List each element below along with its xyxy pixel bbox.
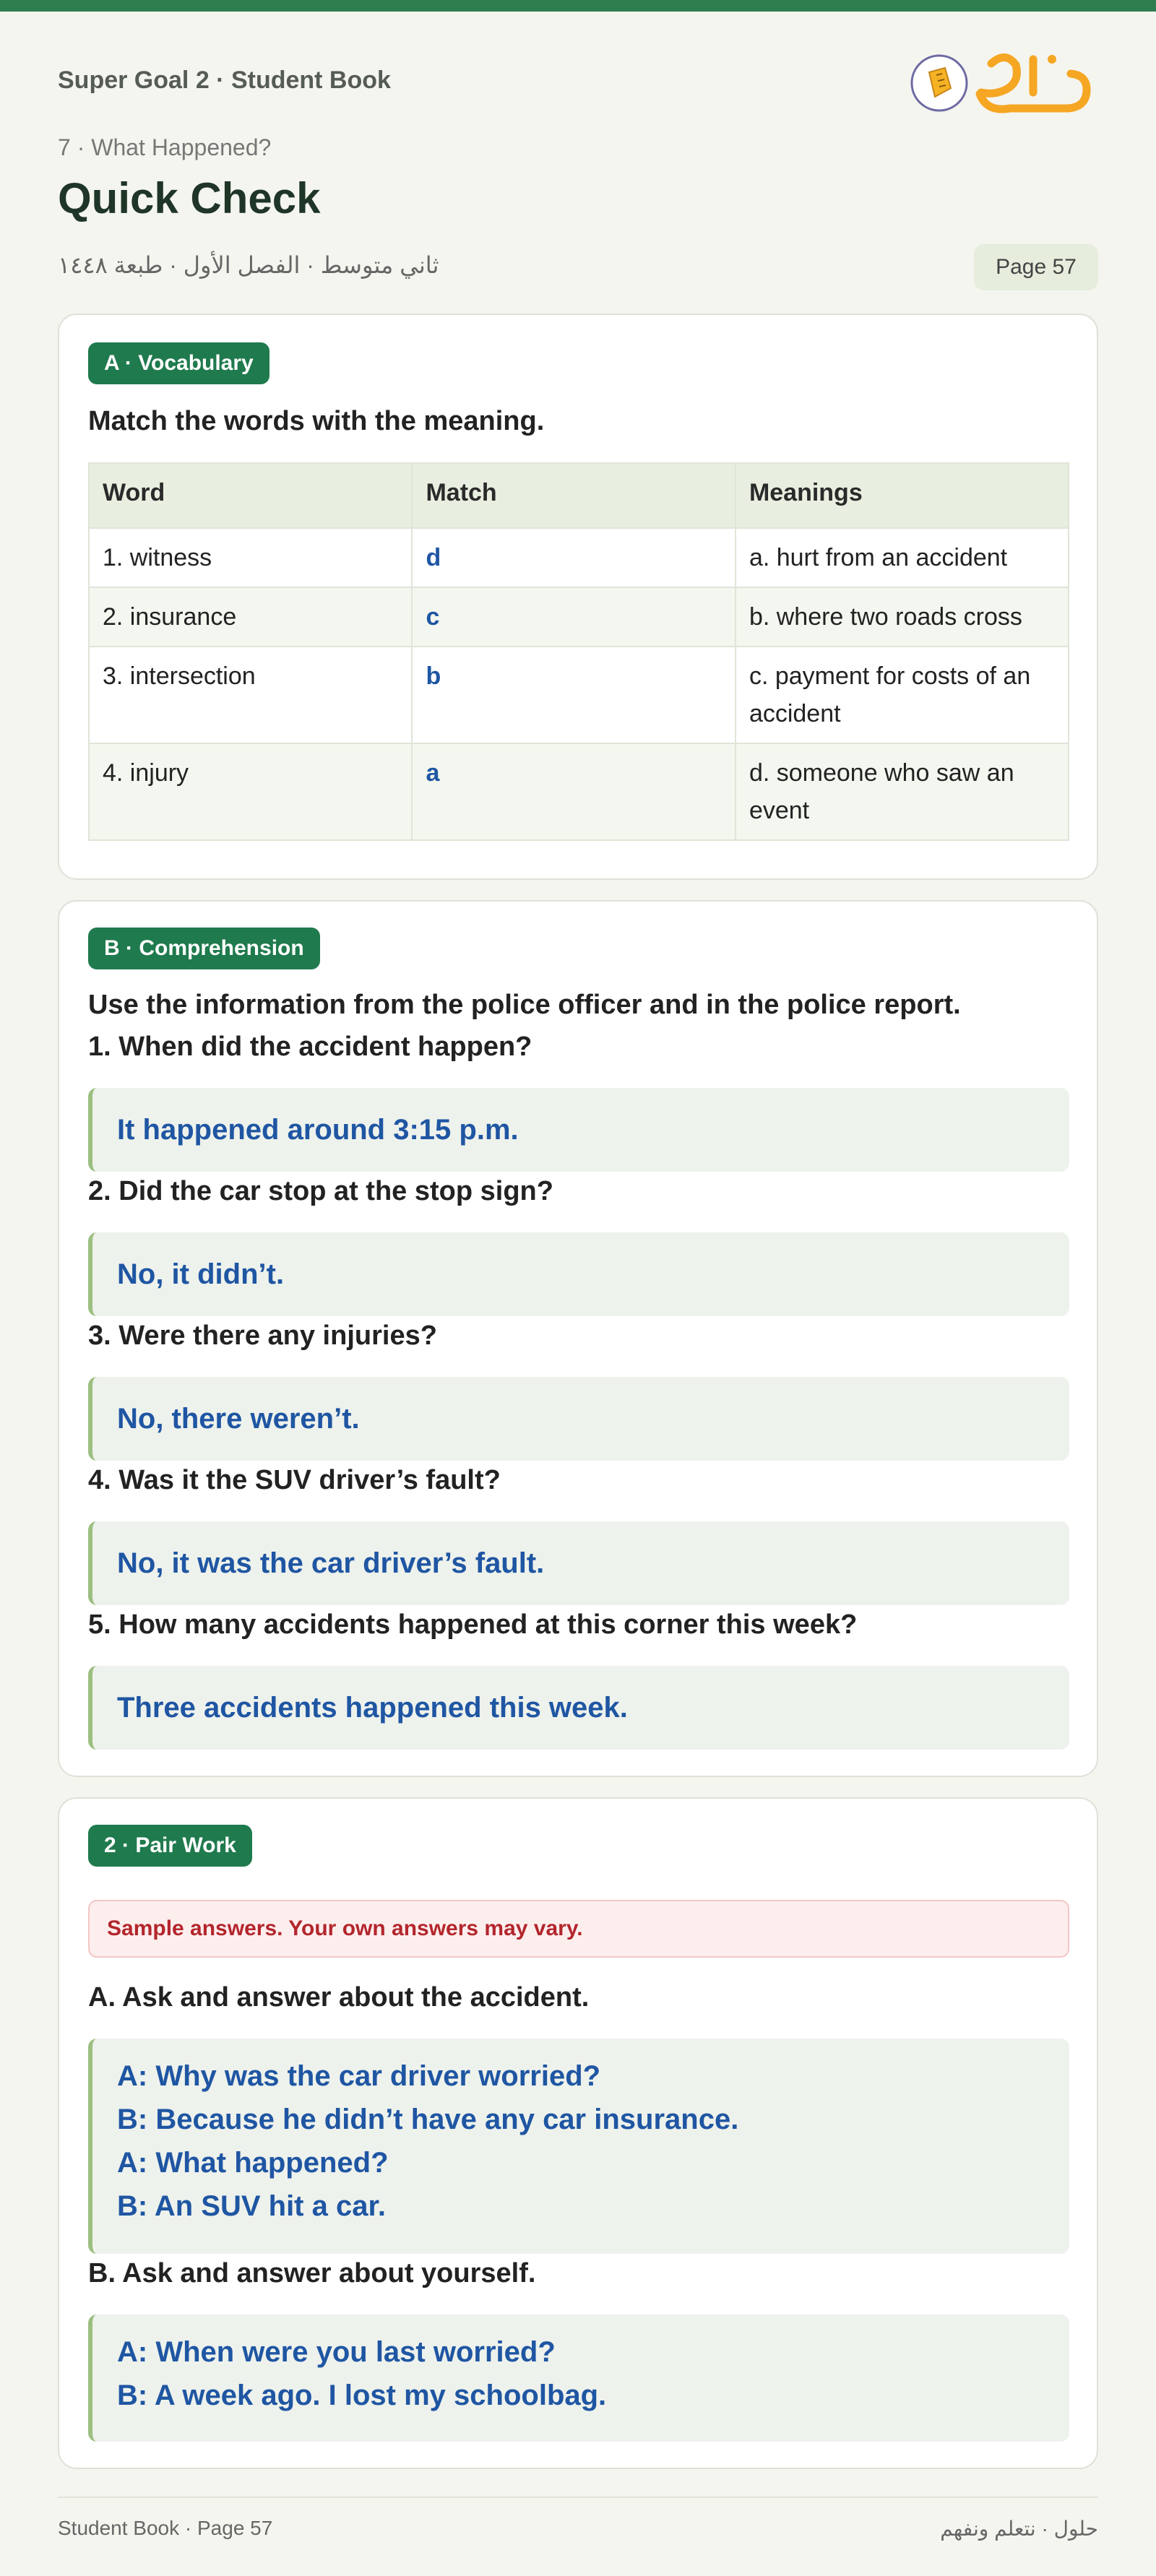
question-4: 4. Was it the SUV driver’s fault? xyxy=(88,1465,501,1495)
grade-subtitle: ثاني متوسط · الفصل الأول · طبعة ١٤٤٨ xyxy=(58,252,439,278)
vocabulary-card xyxy=(58,314,1098,880)
column-header: Meanings xyxy=(736,463,1069,528)
column-header: Match xyxy=(412,463,735,528)
section-b-label: B · Comprehension xyxy=(88,928,320,969)
question-5: 5. How many accidents happened at this corner this week? xyxy=(88,1609,858,1640)
word-cell: 3. intersection xyxy=(89,647,412,743)
pair-part-b-prompt: B. Ask and answer about yourself. xyxy=(88,2258,536,2288)
top-accent-bar xyxy=(0,0,1156,12)
match-cell: d xyxy=(412,528,735,587)
page-title: Quick Check xyxy=(58,174,321,222)
table-row xyxy=(89,743,1069,840)
question-2: 2. Did the car stop at the stop sign? xyxy=(88,1176,553,1206)
vocabulary-instruction: Match the words with the meaning. xyxy=(88,406,545,436)
meaning-cell: a. hurt from an accident xyxy=(736,528,1069,587)
pair-work-card xyxy=(58,1797,1098,2469)
answer-2: No, it didn’t. xyxy=(88,1232,1069,1316)
question-3: 3. Were there any injuries? xyxy=(88,1321,437,1351)
table-row xyxy=(89,647,1069,743)
answer-4: No, it was the car driver’s fault. xyxy=(88,1521,1069,1605)
word-cell: 2. insurance xyxy=(89,587,412,647)
meaning-cell: b. where two roads cross xyxy=(736,587,1069,647)
dialogue-line: A: Why was the car driver worried? xyxy=(117,2060,601,2092)
dialogue-a xyxy=(88,2039,1069,2254)
page-badge: Page 57 xyxy=(974,244,1098,290)
comprehension-card xyxy=(58,900,1098,1777)
meaning-cell: d. someone who saw an event xyxy=(736,743,1069,840)
answer-3: No, there weren’t. xyxy=(88,1377,1069,1461)
table-row xyxy=(89,587,1069,647)
unit-label: 7 · What Happened? xyxy=(58,134,272,160)
match-cell: c xyxy=(412,587,735,647)
answer-5: Three accidents happened this week. xyxy=(88,1666,1069,1750)
pair-work-label: 2 · Pair Work xyxy=(88,1825,252,1867)
footer-divider xyxy=(58,2497,1098,2498)
dialogue-b xyxy=(88,2314,1069,2442)
column-header: Word xyxy=(89,463,412,528)
vocabulary-table xyxy=(88,462,1069,841)
word-cell: 4. injury xyxy=(89,743,412,840)
dialogue-line: B: Because he didn’t have any car insurance. xyxy=(117,2104,739,2135)
table-row xyxy=(89,528,1069,587)
pair-part-a-prompt: A. Ask and answer about the accident. xyxy=(88,1982,590,2013)
answer-1: It happened around 3:15 p.m. xyxy=(88,1088,1069,1172)
match-cell: b xyxy=(412,647,735,743)
section-a-label: A · Vocabulary xyxy=(88,342,269,384)
question-1: 1. When did the accident happen? xyxy=(88,1032,532,1062)
match-cell: a xyxy=(412,743,735,840)
comprehension-instruction: Use the information from the police officer and in the police report. xyxy=(88,990,961,1020)
dialogue-line: B: A week ago. I lost my schoolbag. xyxy=(117,2380,607,2411)
dialogue-line: A: When were you last worried? xyxy=(117,2336,556,2368)
dialogue-line: A: What happened? xyxy=(117,2147,389,2179)
footer-brand: حلول · نتعلم ونفهم xyxy=(940,2517,1098,2540)
word-cell: 1. witness xyxy=(89,528,412,587)
book-title: Super Goal 2 · Student Book xyxy=(58,66,391,94)
table-header-row xyxy=(89,463,1069,528)
dialogue-line: B: An SUV hit a car. xyxy=(117,2190,386,2222)
sample-answers-note: Sample answers. Your own answers may vary. xyxy=(88,1900,1069,1958)
meaning-cell: c. payment for costs of an accident xyxy=(736,647,1069,743)
hulul-logo xyxy=(910,43,1098,123)
footer-page-label: Student Book · Page 57 xyxy=(58,2517,273,2539)
